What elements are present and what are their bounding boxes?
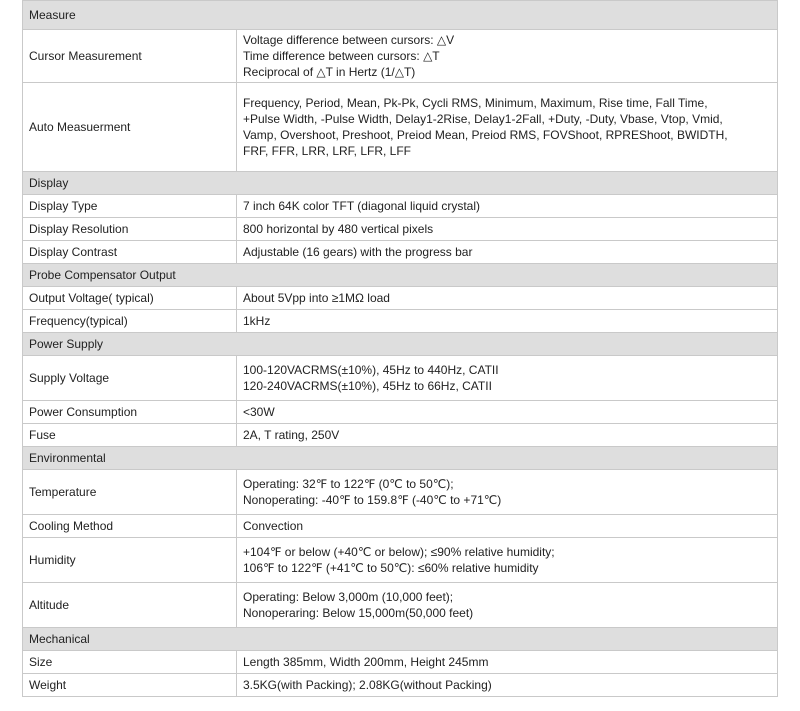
spec-value-line: 3.5KG(with Packing); 2.08KG(without Packing) (243, 678, 492, 692)
spec-row (23, 83, 778, 172)
spec-label: Weight (23, 674, 237, 697)
spec-row (23, 218, 778, 241)
spec-value (237, 30, 778, 83)
spec-label: Supply Voltage (23, 356, 237, 401)
spec-value (237, 470, 778, 515)
spec-value-line: +Pulse Width, -Pulse Width, Delay1-2Rise, Delay1-2Fall, +Duty, -Duty, Vbase, Vtop, Vmid, (243, 112, 723, 126)
section-header (23, 333, 778, 356)
section-header (23, 628, 778, 651)
section-header (23, 1, 778, 30)
spec-label: Size (23, 651, 237, 674)
spec-value-line: 120-240VACRMS(±10%), 45Hz to 66Hz, CATII (243, 379, 492, 393)
spec-value-line: 1kHz (243, 314, 271, 328)
spec-row (23, 470, 778, 515)
section-title: Display (23, 172, 778, 195)
spec-row (23, 515, 778, 538)
spec-label: Temperature (23, 470, 237, 515)
spec-value-line: Adjustable (16 gears) with the progress bar (243, 245, 473, 259)
spec-value-line: 2A, T rating, 250V (243, 428, 340, 442)
spec-value (237, 674, 778, 697)
spec-row (23, 401, 778, 424)
spec-value-line: Reciprocal of △T in Hertz (1/△T) (243, 65, 416, 79)
spec-row (23, 424, 778, 447)
spec-value-line: 800 horizontal by 480 vertical pixels (243, 222, 434, 236)
spec-label: Humidity (23, 538, 237, 583)
spec-label: Cooling Method (23, 515, 237, 538)
spec-label: Auto Measuerment (23, 83, 237, 172)
spec-row (23, 674, 778, 697)
spec-table (22, 0, 778, 697)
spec-label: Display Resolution (23, 218, 237, 241)
spec-value-line: 7 inch 64K color TFT (diagonal liquid crystal) (243, 199, 480, 213)
spec-row (23, 287, 778, 310)
spec-value (237, 195, 778, 218)
spec-value-line: 106℉ to 122℉ (+41℃ to 50℃): ≤60% relative humidity (243, 561, 539, 575)
spec-value (237, 424, 778, 447)
section-header (23, 447, 778, 470)
section-header (23, 264, 778, 287)
spec-value (237, 356, 778, 401)
spec-value (237, 287, 778, 310)
spec-value-line: FRF, FFR, LRR, LRF, LFR, LFF (243, 144, 412, 158)
spec-value (237, 651, 778, 674)
spec-value-line: Operating: 32℉ to 122℉ (0℃ to 50℃); (243, 477, 454, 491)
spec-row (23, 538, 778, 583)
section-title: Environmental (23, 447, 778, 470)
spec-value-line: Voltage difference between cursors: △V (243, 33, 455, 47)
spec-value-line: About 5Vpp into ≥1MΩ load (243, 291, 390, 305)
spec-value-line: +104℉ or below (+40℃ or below); ≤90% relative humidity; (243, 545, 555, 559)
spec-label: Display Type (23, 195, 237, 218)
spec-value-line: Nonoperaring: Below 15,000m(50,000 feet) (243, 606, 474, 620)
section-title: Mechanical (23, 628, 778, 651)
spec-row (23, 30, 778, 83)
spec-value-line: Vamp, Overshoot, Preshoot, Preiod Mean, Preiod RMS, FOVShoot, RPREShoot, BWIDTH, (243, 128, 728, 142)
spec-value (237, 538, 778, 583)
spec-label: Display Contrast (23, 241, 237, 264)
spec-value (237, 241, 778, 264)
spec-value-line: Convection (243, 519, 304, 533)
spec-value-line: Operating: Below 3,000m (10,000 feet); (243, 590, 454, 604)
spec-row (23, 195, 778, 218)
spec-value (237, 515, 778, 538)
spec-value-line: Nonoperating: -40℉ to 159.8℉ (-40℃ to +71℃) (243, 493, 502, 507)
spec-value-line: Length 385mm, Width 200mm, Height 245mm (243, 655, 489, 669)
spec-value-line: <30W (243, 405, 275, 419)
spec-value-line: 100-120VACRMS(±10%), 45Hz to 440Hz, CATII (243, 363, 499, 377)
spec-value-line: Frequency, Period, Mean, Pk-Pk, Cycli RMS, Minimum, Maximum, Rise time, Fall Time, (243, 96, 708, 110)
spec-value (237, 218, 778, 241)
spec-label: Power Consumption (23, 401, 237, 424)
spec-label: Output Voltage( typical) (23, 287, 237, 310)
spec-row (23, 241, 778, 264)
spec-value (237, 310, 778, 333)
spec-row (23, 651, 778, 674)
spec-row (23, 356, 778, 401)
spec-value (237, 401, 778, 424)
spec-row (23, 310, 778, 333)
spec-value (237, 83, 778, 172)
spec-row (23, 583, 778, 628)
spec-label: Fuse (23, 424, 237, 447)
section-title: Measure (23, 1, 778, 30)
section-header (23, 172, 778, 195)
section-title: Power Supply (23, 333, 778, 356)
spec-value-line: Time difference between cursors: △T (243, 49, 440, 63)
section-title: Probe Compensator Output (23, 264, 778, 287)
spec-label: Cursor Measurement (23, 30, 237, 83)
spec-label: Altitude (23, 583, 237, 628)
spec-value (237, 583, 778, 628)
spec-label: Frequency(typical) (23, 310, 237, 333)
